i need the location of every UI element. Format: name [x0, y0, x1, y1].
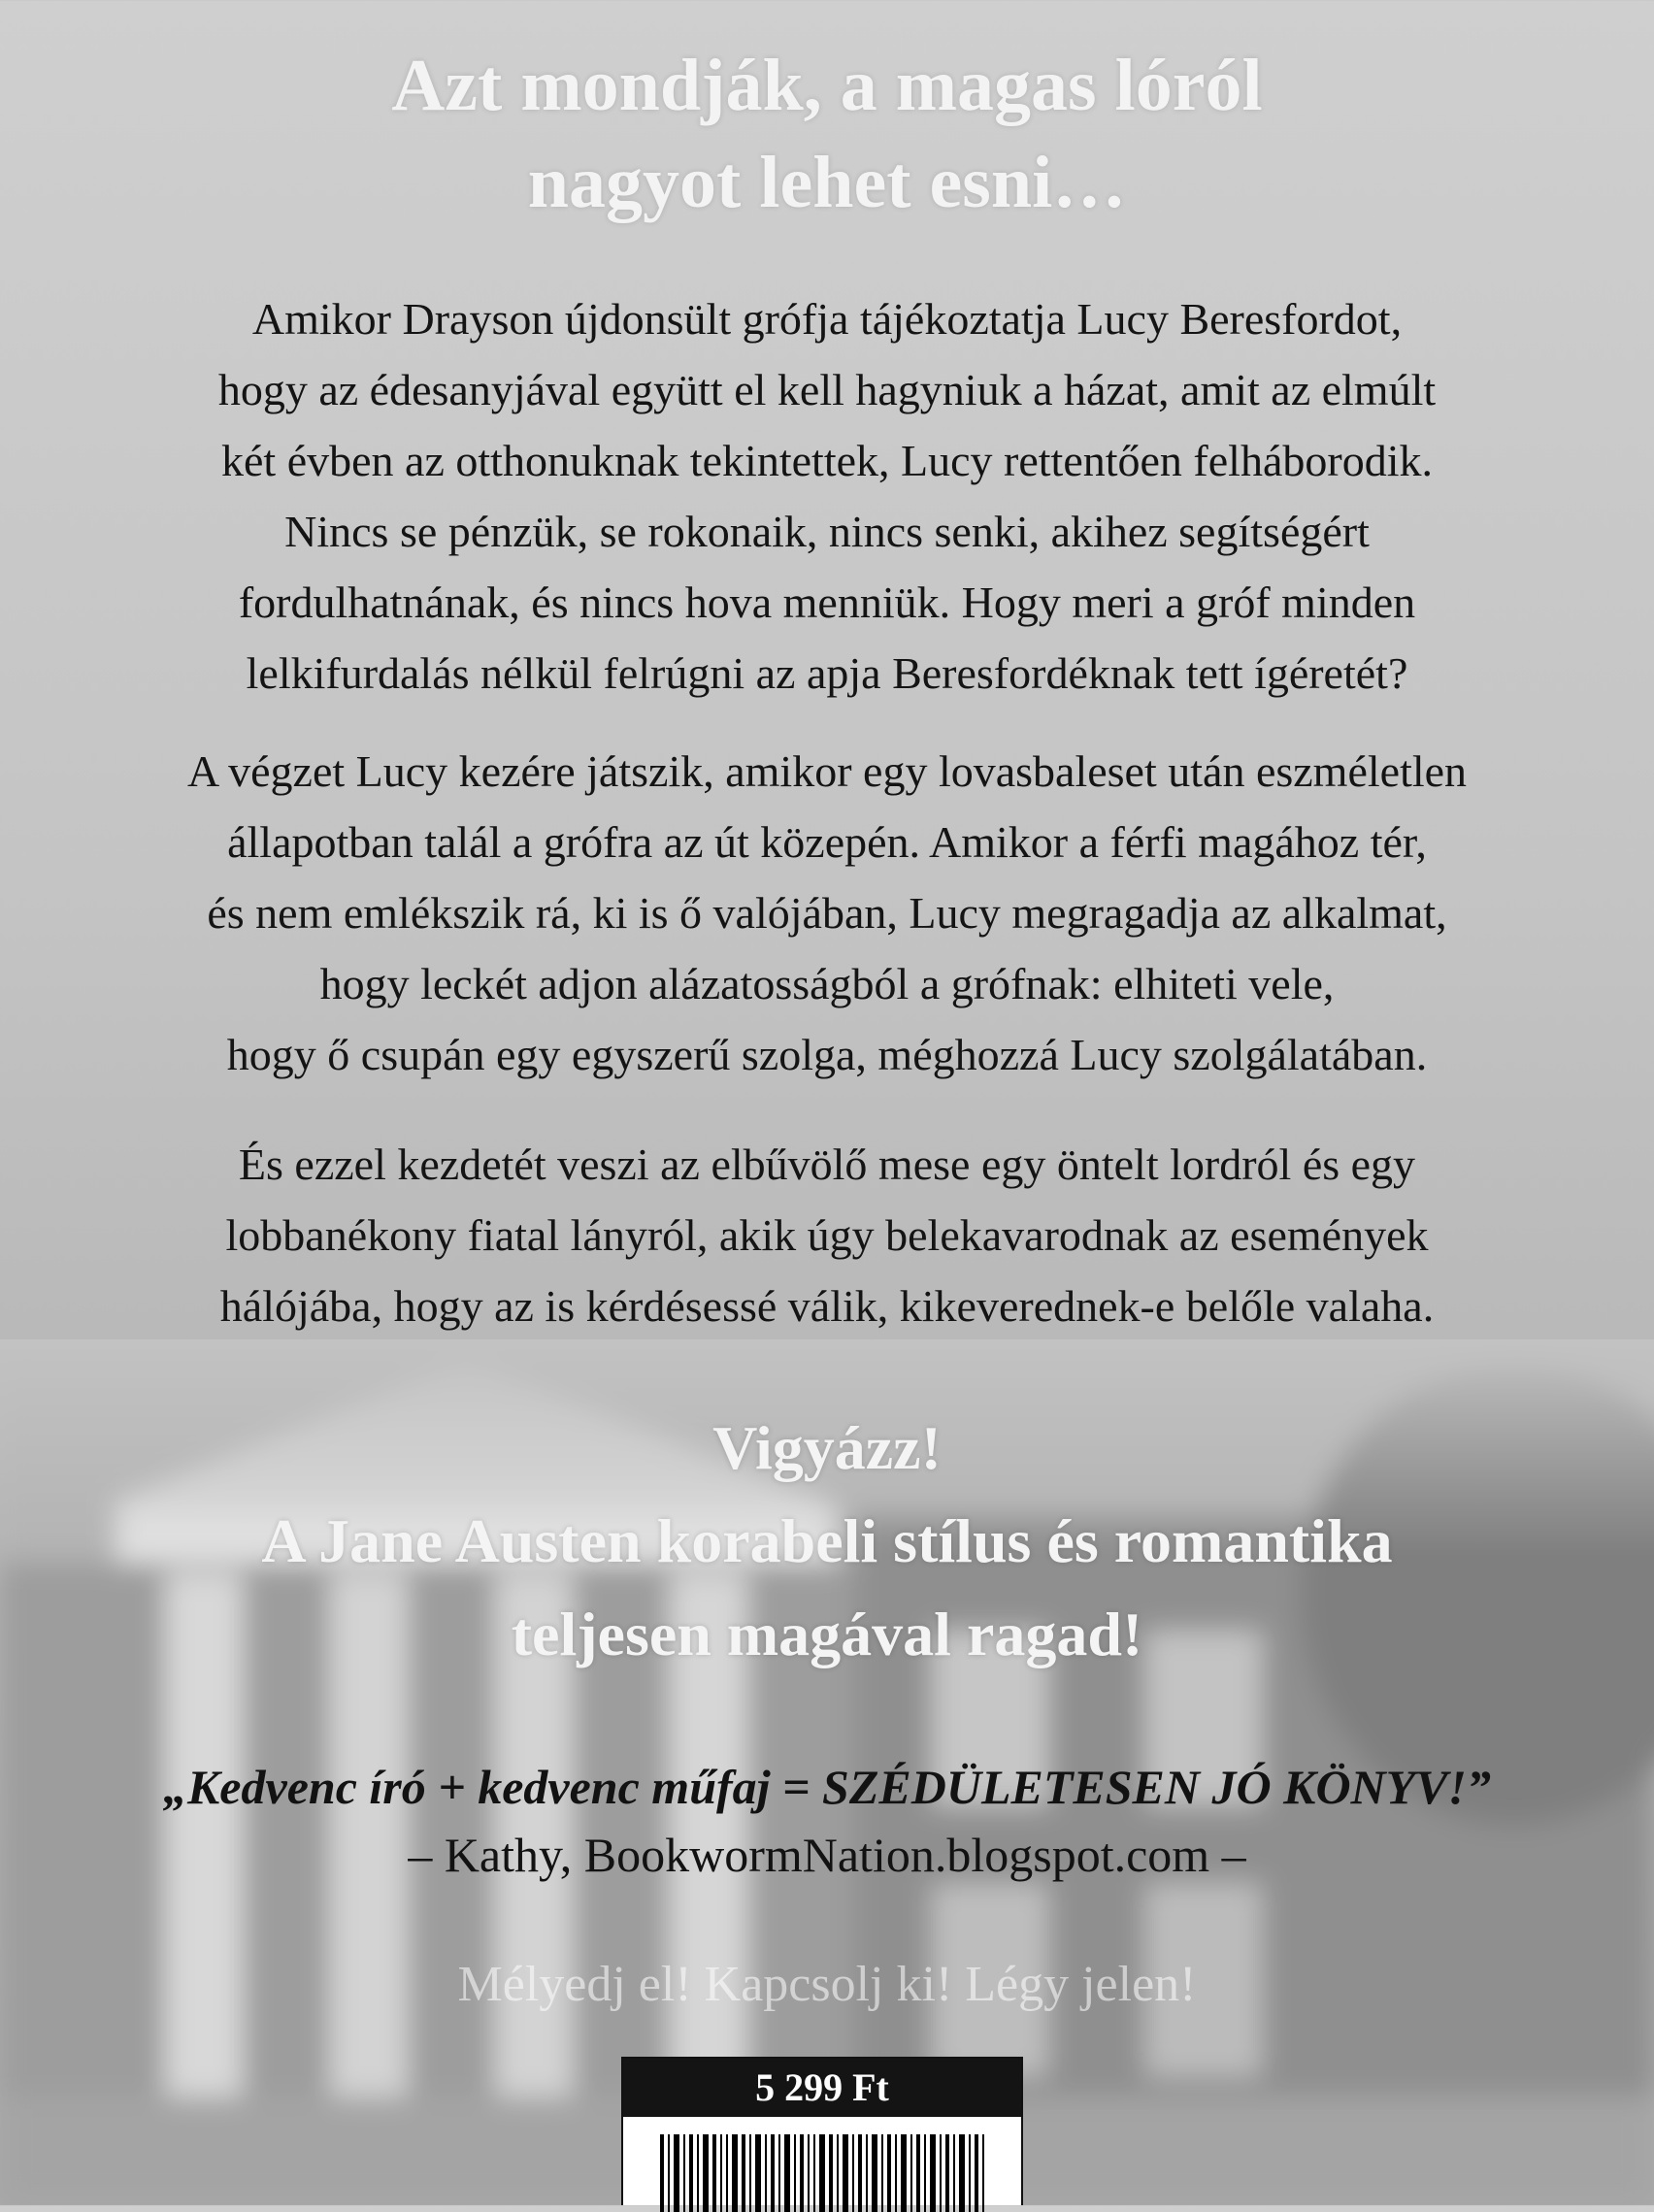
blurb-line: két évben az otthonuknak tekintettek, Lucy rettentően felháborodik. [221, 436, 1433, 485]
blurb-paragraph-3 [107, 1129, 1547, 1341]
blurb-paragraph-1 [107, 283, 1547, 709]
blurb-line: fordulhatnának, és nincs hova menniük. Hogy meri a gróf minden [238, 578, 1416, 627]
barcode-icon [660, 2134, 986, 2212]
blurb-line: És ezzel kezdetét veszi az elbűvölő mese egy öntelt lordról és egy [238, 1139, 1416, 1189]
headline-line-2: nagyot lehet esni… [527, 142, 1127, 223]
blurb-line: hogy leckét adjon alázatosságból a grófnak: elhiteti vele, [319, 959, 1335, 1008]
tagline [0, 1402, 1654, 1681]
publisher-slogan: Mélyedj el! Kapcsolj ki! Légy jelen! [457, 1957, 1197, 2012]
review-quote [0, 1753, 1654, 1889]
blurb-paragraph-2 [107, 736, 1547, 1090]
blurb-line: Nincs se pénzük, se rokonaik, nincs senki, akihez segítségért [284, 507, 1370, 556]
headline-line-1: Azt mondják, a magas lóról [391, 45, 1263, 126]
tagline-line-1: Vigyázz! [712, 1413, 942, 1482]
blurb-line: hogy ő csupán egy egyszerű szolga, méghozzá Lucy szolgálatában. [226, 1030, 1428, 1079]
blurb-line: hálójába, hogy az is kérdésessé válik, kikeverednek-e belőle valaha. [219, 1281, 1435, 1331]
review-quote-text: „Kedvenc író + kedvenc műfaj = SZÉDÜLETESEN JÓ KÖNYV!” [162, 1760, 1492, 1814]
blurb-line: lelkifurdalás nélkül felrúgni az apja Beresfordéknak tett ígéretét? [246, 648, 1408, 698]
price-label: 5 299 Ft [623, 2059, 1021, 2117]
price-barcode-box [621, 2057, 1023, 2205]
blurb-line: és nem emlékszik rá, ki is ő valójában, Lucy megragadja az alkalmat, [207, 888, 1447, 938]
tagline-line-3: teljesen magával ragad! [511, 1600, 1143, 1668]
blurb-line: lobbanékony fiatal lányról, akik úgy belekavarodnak az események [225, 1210, 1429, 1260]
review-attribution: – Kathy, BookwormNation.blogspot.com – [408, 1828, 1246, 1882]
tagline-line-2: A Jane Austen korabeli stílus és romantika [261, 1506, 1393, 1575]
blurb-line: hogy az édesanyjával együtt el kell hagyniuk a házat, amit az elmúlt [217, 365, 1437, 414]
blurb-line: Amikor Drayson újdonsült grófja tájékoztatja Lucy Beresfordot, [251, 294, 1403, 344]
blurb-line: állapotban talál a grófra az út közepén. Amikor a férfi magához tér, [227, 817, 1427, 867]
blurb-line: A végzet Lucy kezére játszik, amikor egy lovasbaleset után eszméletlen [186, 746, 1468, 796]
headline [0, 37, 1654, 231]
